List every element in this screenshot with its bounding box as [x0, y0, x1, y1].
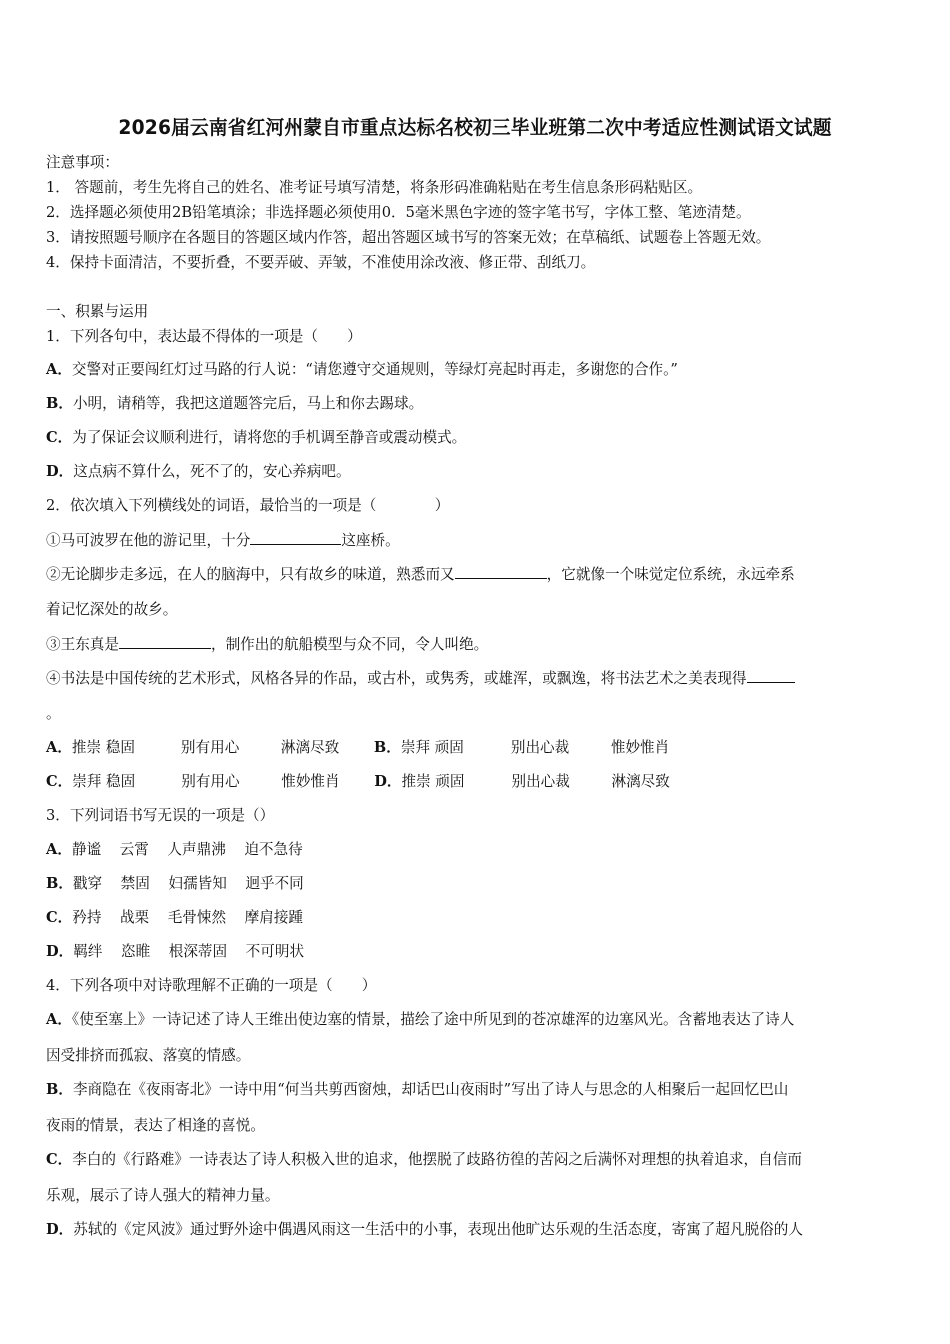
question-3-stem: 3．下列词语书写无误的一项是（）: [46, 807, 275, 824]
question-4-option-a-cont: 因受排挤而孤寂、落寞的情感。: [46, 1047, 251, 1064]
option-text: 静谧 云霄 人声鼎沸 迫不急待: [71, 841, 303, 858]
question-1-option-d: [46, 462, 351, 482]
option-letter: D．: [46, 463, 74, 480]
answer-blank: [455, 564, 547, 579]
option-text: 《使至塞上》一诗记述了诗人王维出使边塞的情景，描绘了途中所见到的苍凉雄浑的边塞风光。含蓄地表达了诗人: [71, 1011, 795, 1028]
question-2-sentence-2-cont: 着记忆深处的故乡。: [46, 601, 178, 618]
exam-title: 2026届云南省红河州蒙自市重点达标名校初三毕业班第二次中考适应性测试语文试题: [118, 116, 832, 139]
option-letter: B．: [46, 1081, 73, 1098]
option-word: 崇拜 稳固: [72, 773, 136, 790]
option-word: 淋漓尽致: [611, 773, 670, 790]
section-heading: 一、积累与运用: [46, 303, 149, 320]
sentence-text: ②无论脚步走多远，在人的脑海中，只有故乡的味道，熟悉而又: [46, 566, 455, 583]
option-text: 戳穿 禁固 妇孺皆知 迥乎不同: [72, 875, 304, 892]
question-2-options-ab: [46, 738, 669, 758]
option-letter: A．: [46, 1011, 72, 1028]
notice-heading: 注意事项：: [46, 154, 119, 171]
question-2-stem: 2．依次填入下列横线处的词语，最恰当的一项是（ ）: [46, 497, 450, 514]
sentence-text: ③王东真是: [46, 636, 119, 653]
option-text: 矜持 战栗 毛骨悚然 摩肩接踵: [72, 909, 304, 926]
option-letter: A．: [46, 361, 72, 378]
option-letter: C．: [46, 773, 73, 790]
question-3-option-a: [46, 840, 303, 860]
option-word: 惟妙惟肖: [281, 773, 340, 790]
sentence-text: ①马可波罗在他的游记里，十分: [46, 532, 251, 549]
option-text: 交警对正要闯红灯过马路的行人说：“请您遵守交通规则，等绿灯亮起时再走，多谢您的合作。”: [71, 361, 678, 378]
option-word: 崇拜 顽固: [400, 739, 464, 756]
question-4-option-b-cont: 夜雨的情景，表达了相逢的喜悦。: [46, 1117, 265, 1134]
option-word: 淋漓尽致: [280, 739, 340, 756]
answer-blank: [747, 668, 795, 683]
option-letter: C．: [46, 429, 73, 446]
notice-item-1: 1． 答题前，考生先将自己的姓名、准考证号填写清楚，将条形码准确粘贴在考生信息条形码粘贴区。: [46, 179, 703, 196]
question-2-sentence-2: [46, 564, 795, 585]
question-4-option-d: [46, 1220, 803, 1240]
option-word: 别有用心: [180, 739, 240, 756]
question-4-option-c: [46, 1150, 802, 1170]
question-4-option-c-cont: 乐观，展示了诗人强大的精神力量。: [46, 1187, 280, 1204]
option-text: 为了保证会议顺利进行，请将您的手机调至静音或震动模式。: [72, 429, 467, 446]
question-3-option-d: [46, 942, 304, 962]
option-word: 惟妙惟肖: [610, 739, 670, 756]
option-text: 这点病不算什么，死不了的，安心养病吧。: [73, 463, 351, 480]
question-1-option-c: [46, 428, 466, 448]
sentence-text: ④书法是中国传统的艺术形式，风格各异的作品，或古朴，或隽秀，或雄浑，或飘逸，将书法艺术之美表现得: [46, 670, 747, 687]
option-letter: B．: [46, 875, 73, 892]
question-4-option-b: [46, 1080, 788, 1100]
answer-blank: [119, 634, 211, 649]
answer-blank: [250, 530, 341, 545]
question-2-sentence-3: [46, 634, 488, 655]
question-4-stem: 4．下列各项中对诗歌理解不正确的一项是（ ）: [46, 977, 377, 994]
option-word: 推崇 顽固: [401, 773, 465, 790]
option-letter: D．: [46, 943, 74, 960]
option-letter: B．: [46, 395, 73, 412]
notice-item-4: 4．保持卡面清洁，不要折叠，不要弄破、弄皱，不准使用涂改液、修正带、刮纸刀。: [46, 254, 596, 271]
question-2-sentence-1: [46, 530, 400, 551]
option-text: 李白的《行路难》一诗表达了诗人积极入世的追求，他摆脱了歧路彷徨的苦闷之后满怀对理想的执着追求，自信而: [72, 1151, 802, 1168]
option-text: 羁绊 恣睢 根深蒂固 不可明状: [73, 943, 305, 960]
sentence-text: 这座桥。: [341, 532, 400, 549]
question-1-stem: 1．下列各句中，表达最不得体的一项是（ ）: [46, 328, 362, 345]
option-letter: D．: [46, 1221, 74, 1238]
option-word: 推崇 稳固: [71, 739, 135, 756]
option-word: 别出心裁: [510, 739, 570, 756]
question-4-option-a: [46, 1010, 794, 1030]
option-word: 别出心裁: [511, 773, 570, 790]
question-1-option-a: [46, 360, 678, 380]
option-letter: A．: [46, 739, 72, 756]
option-letter: A．: [46, 841, 72, 858]
notice-item-2: 2．选择题必须使用2B铅笔填涂；非选择题必须使用0．5毫米黑色字迹的签字笔书写，字体工整、笔迹清楚。: [46, 204, 751, 221]
sentence-text: ，制作出的航船模型与众不同，令人叫绝。: [210, 636, 489, 653]
option-text: 苏轼的《定风波》通过野外途中偶遇风雨这一生活中的小事，表现出他旷达乐观的生活态度，寄寓了超凡脱俗的人: [73, 1221, 803, 1238]
question-3-option-c: [46, 908, 303, 928]
notice-item-3: 3．请按照题号顺序在各题目的答题区域内作答，超出答题区域书写的答案无效；在草稿纸、试题卷上答题无效。: [46, 229, 771, 246]
question-2-sentence-4: [46, 668, 795, 689]
option-letter: D．: [374, 773, 402, 790]
option-text: 李商隐在《夜雨寄北》一诗中用“何当共剪西窗烛，却话巴山夜雨时”写出了诗人与思念的人相聚后一起回忆巴山: [72, 1081, 789, 1098]
sentence-text: ，它就像一个味觉定位系统，永远牵系: [546, 566, 795, 583]
question-1-option-b: [46, 394, 423, 414]
question-3-option-b: [46, 874, 304, 894]
option-word: 别有用心: [181, 773, 240, 790]
option-text: 小明，请稍等，我把这道题答完后，马上和你去踢球。: [72, 395, 424, 412]
option-letter: C．: [46, 1151, 73, 1168]
question-2-sentence-4-end: 。: [46, 705, 61, 722]
question-2-options-cd: [46, 772, 670, 792]
option-letter: B．: [373, 739, 401, 756]
option-letter: C．: [46, 909, 73, 926]
